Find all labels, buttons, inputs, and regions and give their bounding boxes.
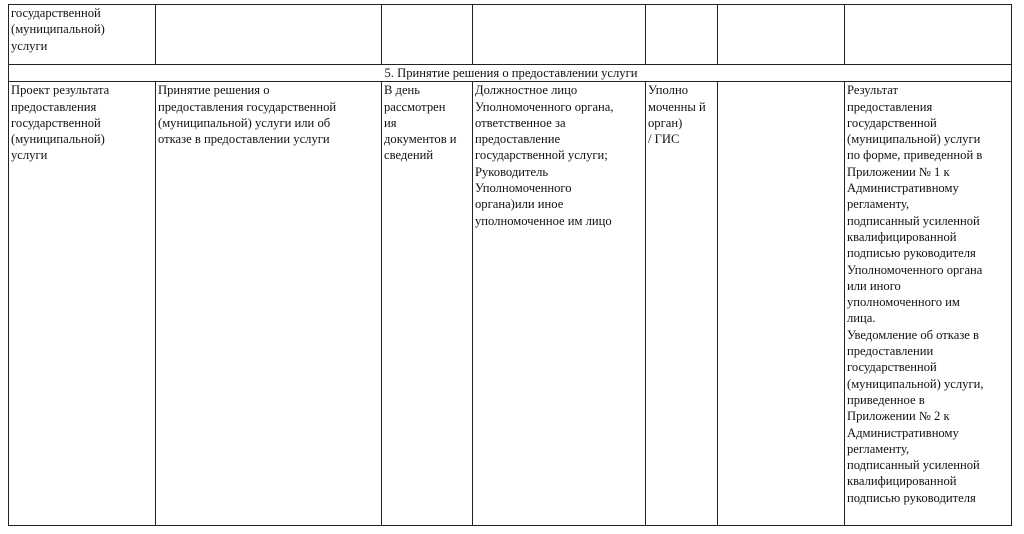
table-cell bbox=[382, 82, 473, 526]
cell-place-of-action: Уполно моченны й орган) / ГИС bbox=[648, 83, 706, 147]
cell-responsible-official: Должностное лицо Уполномоченного органа, ответственное за предоставление государственной услуги; Руководитель Уполномоченного органа)или иное уполномоченное им лицо bbox=[475, 83, 614, 228]
table-cell bbox=[845, 5, 1012, 65]
table-cell bbox=[718, 5, 845, 65]
cell-text: государственной (муниципальной) услуги bbox=[11, 6, 105, 53]
table-cell bbox=[9, 5, 156, 65]
table-cell bbox=[156, 5, 382, 65]
cell-result: Результат предоставления государственной (муниципальной) услуги по форме, приведенной в Приложении № 1 к Административному регламенту, подписанный усиленной квалифицированной подписью руководителя Уполномоченного органа или иного уполномоченного им лица. Уведомление об отказе в предоставлении государственной (муниципальной) услуги, приведенное в Приложении № 2 к Административному регламенту, подписанный усиленной квалифицированной подписью руководителя bbox=[847, 83, 984, 505]
section-heading: 5. Принятие решения о предоставлении услуги bbox=[9, 65, 1012, 82]
table-cell bbox=[382, 5, 473, 65]
section-heading-row bbox=[9, 65, 1012, 82]
procedure-table bbox=[8, 4, 1012, 526]
cell-action-content: Принятие решения о предоставления государственной (муниципальной) услуги или об отказе в предоставлении услуги bbox=[158, 83, 337, 147]
cell-basis-document: Проект результата предоставления государственной (муниципальной) услуги bbox=[11, 83, 110, 163]
table-cell bbox=[646, 5, 718, 65]
table-cell bbox=[473, 82, 646, 526]
cell-deadline: В день рассмотрен ия документов и сведений bbox=[384, 83, 457, 163]
table-cell bbox=[156, 82, 382, 526]
table-cell bbox=[9, 82, 156, 526]
table-row-top bbox=[9, 5, 1012, 65]
table-cell bbox=[845, 82, 1012, 526]
table-cell bbox=[473, 5, 646, 65]
table-row-step-5 bbox=[9, 82, 1012, 526]
table-cell bbox=[646, 82, 718, 526]
table-cell bbox=[718, 82, 845, 526]
